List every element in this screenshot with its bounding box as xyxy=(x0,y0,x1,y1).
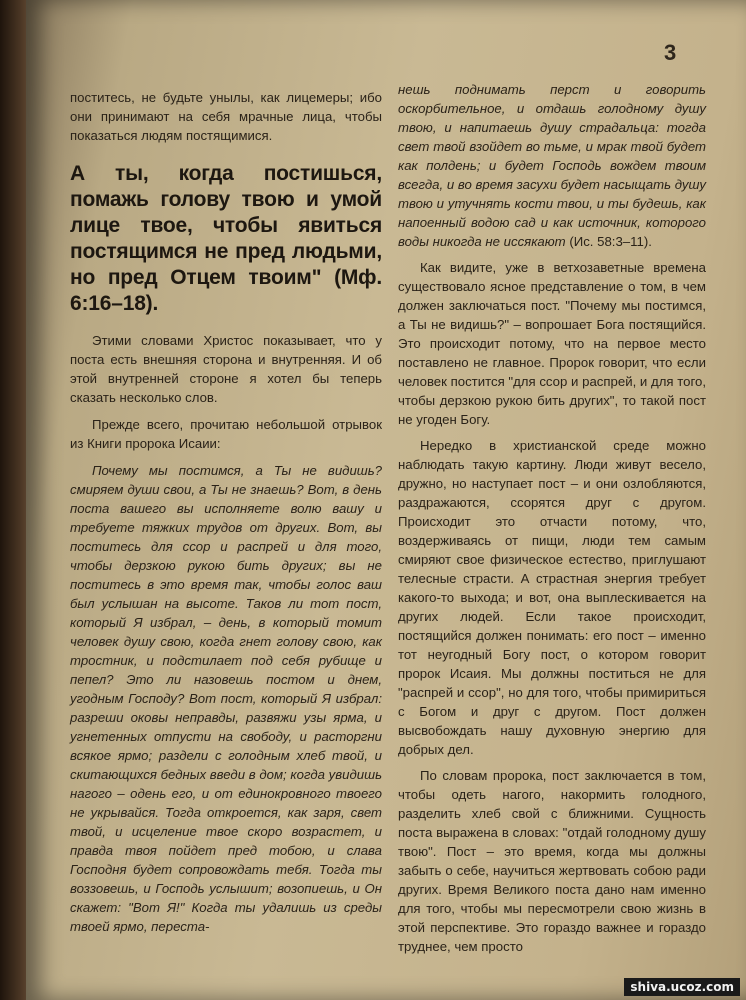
watermark: shiva.ucoz.com xyxy=(624,978,740,996)
isaiah-quote-continued xyxy=(398,80,706,251)
right-column xyxy=(398,80,706,956)
intro-text: поститесь, не будьте унылы, как лицемеры; ибо они принимают на себя мрачные лица, чтобы показаться людям постящимися. xyxy=(70,90,382,143)
paragraph: Этими словами Христос показывает, что у поста есть внешняя сторона и внутренняя. И об этой внутренней стороне я хотел бы теперь сказать несколько слов. xyxy=(70,333,382,405)
paragraph: Как видите, уже в ветхозаветные времена существовало ясное представление о том, в чем должен заключаться пост. "Почему мы постимся, а Ты не видишь?" – вопрошает Бога постящийся. Это происходит потому, что на первое место поставлено не главное. Пророк говорит, что если человек постится "для ссор и распрей, и для того, чтобы дерзкою рукою бить других", то такой пост не угоден Богу. xyxy=(398,260,706,427)
pull-quote: А ты, когда постишься, помажь голову твою и умой лице твое, чтобы явиться постящимся не пред людьми, но пред Отцем твоим" (Мф. 6:16–18). xyxy=(70,162,382,315)
book-page xyxy=(26,0,746,1000)
paragraph: Прежде всего, прочитаю небольшой отрывок из Книги пророка Исаии: xyxy=(70,417,382,451)
isaiah-quote: Почему мы постимся, а Ты не видишь? смиряем души свои, а Ты не знаешь? Вот, в день поста вашего вы исполняете волю вашу и требуете тяжких трудов от других. Вот, вы поститесь для ссор и распрей и для того, чтобы дерзкою рукою бить других; вы не поститесь в это время так, чтобы голос ваш был услышан на высоте. Таков ли тот пост, который Я избрал, – день, в который томит человек душу свою, когда гнет голову свою, как тростник, и подстилает под себя рубище и пепел? Это ли назовешь постом и днем, угодным Господу? Вот пост, который Я избрал: разреши оковы неправды, развяжи узы ярма, и угнетенных отпусти на свободу, и расторгни всякое ярмо; раздели с голодным хлеб твой, и скитающихся бедных введи в дом; когда увидишь нагого – одень его, и от единокровного твоего не укрывайся. Тогда откроется, как заря, свет твой, и исцеление твое скоро возрастет, и правда твоя пойдет пред тобою, и слава Господня будет сопровождать тебя. Тогда ты воззовешь, и Господь услышит; возопиешь, и Он скажет: "Вот Я!" Когда ты удалишь из среды твоей ярмо, переста- xyxy=(70,463,382,934)
isaiah-quote-text: нешь поднимать перст и говорить оскорбительное, и отдашь голодному душу твою, и напитаешь душу страдальца: тогда свет твой взойдет во тьме, и мрак твой будет как полдень; и будет Господь вождем твоим всегда, и во время засухи будет насыщать душу твою и утучнять кости твои, и ты будешь, как напоенный водою сад и как источник, которого воды никогда не иссякают xyxy=(398,82,706,249)
paragraph: По словам пророка, пост заключается в том, чтобы одеть нагого, накормить голодного, разделить хлеб свой с ближними. Сущность поста выражена в словах: "отдай голодному душу твою". Пост – это время, когда мы должны забыть о себе, научиться жертвовать собою ради других. Время Великого поста дано нам именно для того, чтобы мы пересмотрели свою жизнь в этой перспективе. Это гораздо важнее и гораздо труднее, чем просто xyxy=(398,768,706,954)
page-number: 3 xyxy=(664,40,677,65)
paragraph: Нередко в христианской среде можно наблюдать такую картину. Люди живут весело, дружно, но наступает пост – и они озлобляются, раздражаются, ссорятся друг с другом. Происходит это отчасти потому, что, воздерживаясь от пищи, люди тем самым смиряют свое физическое естество, приглушают телесные страсти. А страстная энергия требует какого-то выхода; и вот, она выплескивается на других людей. Если такое происходит, постящийся должен понимать: его пост – именно тот неугодный Богу пост, о котором говорит пророк Исаия. Мы должны поститься не для "распрей и ссор", но для того, чтобы примириться с Богом и друг с другом. Пост должен высвобождать нашу духовную энергию для добрых дел. xyxy=(398,438,706,757)
left-column xyxy=(70,88,382,936)
scripture-reference: (Ис. 58:3–11). xyxy=(565,234,652,249)
